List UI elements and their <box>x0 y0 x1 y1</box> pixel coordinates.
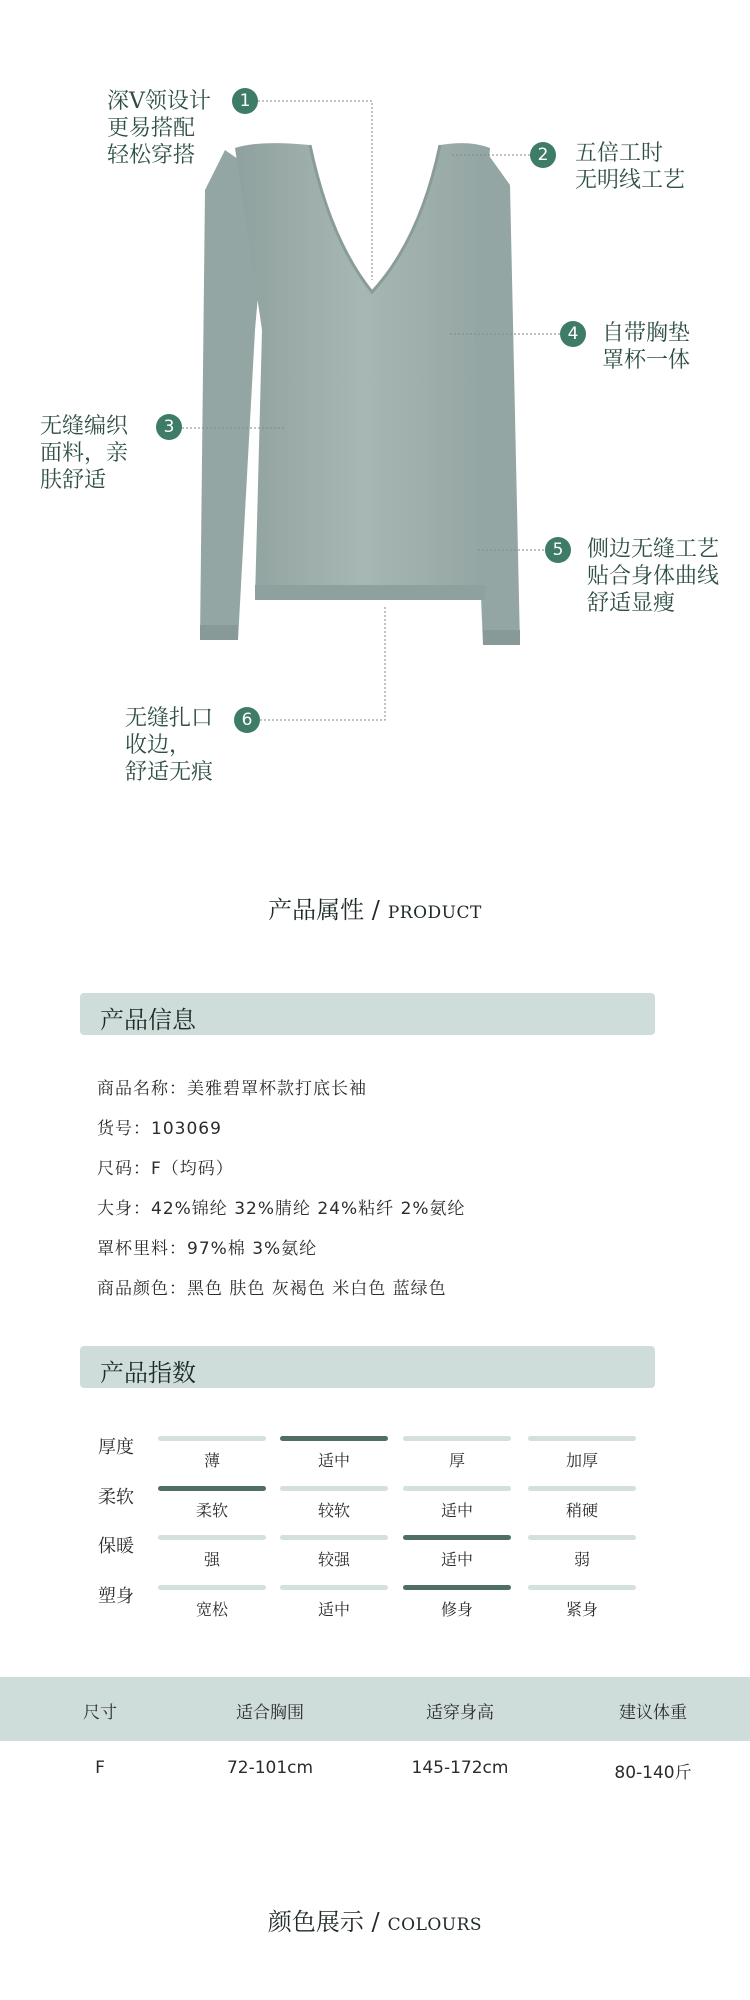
index-option-label: 薄 <box>203 1451 220 1470</box>
size-header-weight: 建议体重 <box>619 1703 687 1723</box>
info-line-cup-lining: 罩杯里料：97%棉 3%氨纶 <box>97 1239 318 1259</box>
index-row-label: 保暖 <box>98 1536 134 1557</box>
index-segment <box>280 1486 388 1491</box>
index-option-label: 较强 <box>317 1550 350 1569</box>
product-title-cn: 产品属性 / <box>268 896 380 924</box>
colour-section-title <box>0 1902 750 1937</box>
info-line-colors: 商品颜色：黑色 肤色 灰褐色 米白色 蓝绿色 <box>97 1279 447 1299</box>
colour-title-cn: 颜色展示 / <box>267 1908 380 1936</box>
callout-5-number: 5 <box>545 537 571 563</box>
product-info-heading: 产品信息 <box>100 1006 196 1034</box>
index-option-label: 宽松 <box>195 1600 228 1619</box>
index-segment <box>158 1535 266 1540</box>
size-cell-weight: 80-140斤 <box>614 1763 692 1783</box>
index-option-label: 加厚 <box>565 1451 598 1470</box>
callout-1-number: 1 <box>232 88 258 114</box>
callout-1-text: 深V领设计 更易搭配 轻松穿搭 <box>107 89 211 168</box>
callout-5-text: 侧边无缝工艺 贴合身体曲线 舒适显瘦 <box>587 537 720 616</box>
info-line-name: 商品名称：美雅碧罩杯款打底长袖 <box>97 1079 367 1099</box>
callout-3-text: 无缝编织 面料，亲 肤舒适 <box>40 414 129 493</box>
size-header-size: 尺寸 <box>83 1703 117 1723</box>
callout-2-number: 2 <box>530 142 556 168</box>
index-option-label: 紧身 <box>565 1600 598 1619</box>
size-cell-chest: 72-101cm <box>226 1758 314 1778</box>
index-segment-selected <box>158 1486 266 1491</box>
index-segment-selected <box>403 1535 511 1540</box>
index-option-label: 弱 <box>573 1550 590 1569</box>
index-row-label: 塑身 <box>98 1586 134 1607</box>
index-option-label: 适中 <box>440 1501 473 1520</box>
index-option-label: 适中 <box>440 1550 473 1569</box>
index-segment <box>403 1436 511 1441</box>
leader-6 <box>260 605 385 720</box>
index-option-label: 修身 <box>440 1600 473 1619</box>
index-row-label: 柔软 <box>98 1487 134 1508</box>
product-section-title <box>0 890 750 925</box>
index-row-label: 厚度 <box>98 1437 134 1458</box>
product-index-heading: 产品指数 <box>100 1359 196 1387</box>
product-index-bar <box>80 1346 655 1388</box>
index-segment-selected <box>403 1585 511 1590</box>
colour-title-en: COLOURS <box>387 1915 483 1935</box>
index-segment <box>528 1436 636 1441</box>
info-line-size: 尺码：F（均码） <box>97 1159 234 1179</box>
index-segment <box>528 1486 636 1491</box>
left-cuff <box>200 625 238 640</box>
index-segment <box>280 1535 388 1540</box>
callout-4-number: 4 <box>560 321 586 347</box>
callout-3-number: 3 <box>156 414 182 440</box>
size-header-height: 适穿身高 <box>426 1703 494 1723</box>
shirt-body <box>235 143 490 600</box>
size-cell-size: F <box>95 1758 105 1778</box>
callout-6-text: 无缝扎口 收边， 舒适无痕 <box>125 706 214 785</box>
index-option-label: 柔软 <box>195 1501 228 1520</box>
index-segment <box>528 1535 636 1540</box>
index-option-label: 厚 <box>448 1451 465 1470</box>
callout-2-text: 五倍工时 无明线工艺 <box>575 141 686 193</box>
callout-6-number: 6 <box>234 707 260 733</box>
index-option-label: 适中 <box>317 1451 350 1470</box>
index-option-label: 强 <box>203 1550 220 1569</box>
index-segment <box>403 1486 511 1491</box>
index-option-label: 稍硬 <box>565 1501 598 1520</box>
callout-4-text: 自带胸垫 罩杯一体 <box>602 321 691 373</box>
info-line-sku: 货号：103069 <box>97 1119 222 1139</box>
index-segment <box>528 1585 636 1590</box>
right-cuff <box>483 630 520 645</box>
product-title-en: PRODUCT <box>387 903 482 923</box>
index-option-label: 较软 <box>317 1501 350 1520</box>
size-header-chest: 适合胸围 <box>236 1703 304 1723</box>
index-segment <box>158 1436 266 1441</box>
product-info-bar <box>80 993 655 1035</box>
index-segment <box>280 1585 388 1590</box>
index-option-label: 适中 <box>317 1600 350 1619</box>
info-line-body-fabric: 大身：42%锦纶 32%腈纶 24%粘纤 2%氨纶 <box>97 1199 466 1219</box>
hem-band <box>255 585 485 600</box>
size-cell-height: 145-172cm <box>411 1758 509 1778</box>
index-segment <box>158 1585 266 1590</box>
index-segment-selected <box>280 1436 388 1441</box>
